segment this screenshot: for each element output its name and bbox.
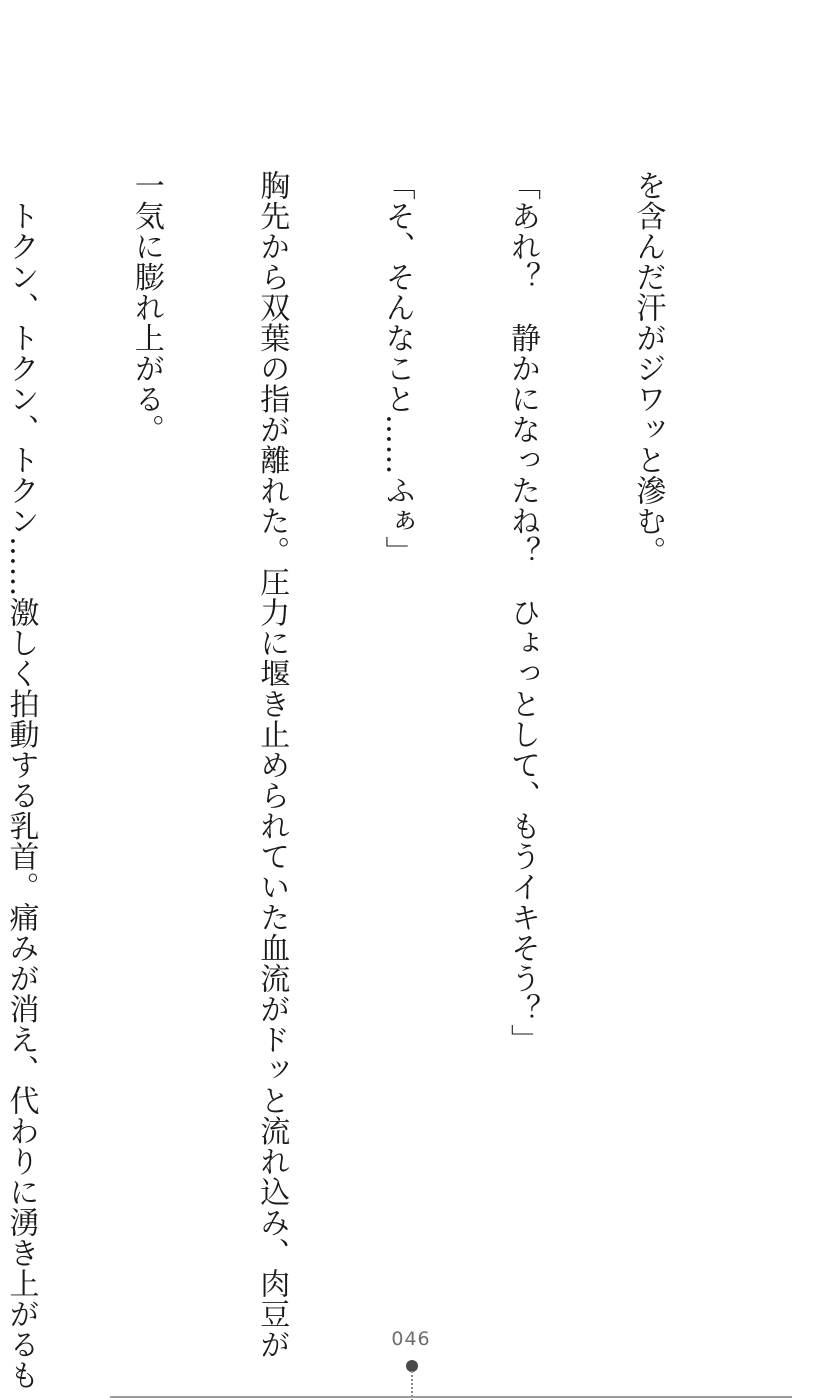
text-line: 「そ、そんなこと……ふぁ」: [379, 170, 415, 567]
text-line: トクン、トクン、トクン……激しく拍動する乳首。痛みが消え、代わりに湧き上がるも: [3, 170, 39, 1390]
text-line: 「あれ？ 静かになったね？ ひょっとして、もうイキそう？」: [505, 170, 541, 1055]
text-line: 一気に膨れ上がる。: [128, 170, 164, 445]
page-number: 046: [391, 1328, 431, 1350]
bottom-rule: [110, 1396, 792, 1398]
text-line: 胸先から双葉の指が離れた。圧力に堰き止められていた血流がドッと流れ込み、肉豆が: [254, 170, 290, 1360]
text-line: を含んだ汗がジワッと滲む。: [630, 170, 666, 567]
